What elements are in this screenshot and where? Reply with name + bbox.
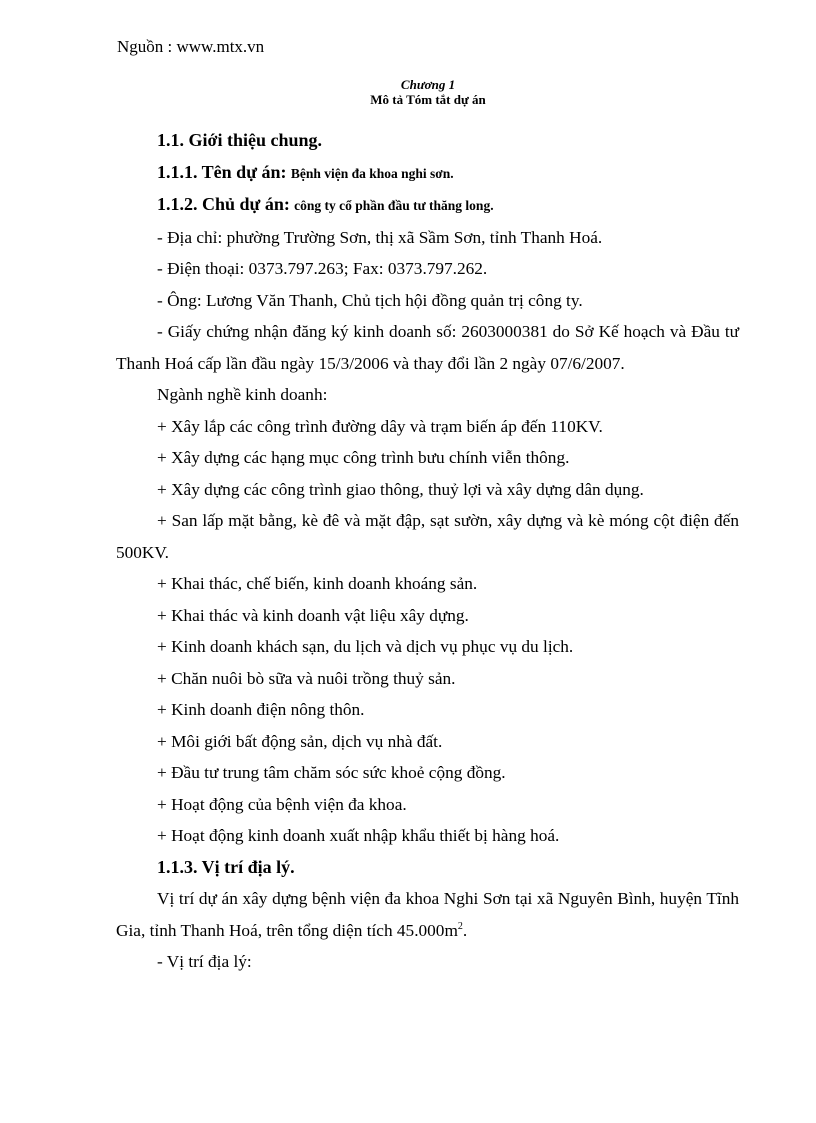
license-paragraph: - Giấy chứng nhận đăng ký kinh doanh số: 2603000381 do Sở Kế hoạch và Đầu tư Thanh Hoá cấp lần đầu ngày 15/3/2006 và thay đổi lần 2 ngày 07/6/2007. <box>116 322 739 373</box>
business-item: + Xây dựng các công trình giao thông, thuỷ lợi và xây dựng dân dụng. <box>157 479 644 499</box>
business-heading: Ngành nghề kinh doanh: <box>157 385 328 404</box>
business-item: + Hoạt động kinh doanh xuất nhập khẩu thiết bị hàng hoá. <box>157 826 560 845</box>
location-text: Vị trí dự án xây dựng bệnh viện đa khoa Nghi Sơn tại xã Nguyên Bình, huyện Tĩnh Gia, tỉnh Thanh Hoá, trên tổng diện tích 45.000m <box>116 889 739 940</box>
address-line: - Địa chỉ: phường Trường Sơn, thị xã Sầm Sơn, tỉnh Thanh Hoá. <box>157 227 603 247</box>
business-item: + Đầu tư trung tâm chăm sóc sức khoẻ cộng đồng. <box>157 763 506 782</box>
business-item: + Khai thác, chế biến, kinh doanh khoáng sản. <box>157 574 478 593</box>
document-body <box>116 125 739 978</box>
area-superscript: 2 <box>457 920 463 932</box>
location-paragraph <box>116 883 739 946</box>
business-item: + Xây dựng các hạng mục công trình bưu chính viễn thông. <box>157 448 570 467</box>
chapter-title: Mô tả Tóm tắt dự án <box>370 92 486 107</box>
business-item: + Xây lắp các công trình đường dây và trạm biến áp đến 110KV. <box>157 416 603 436</box>
business-item: + Môi giới bất động sản, dịch vụ nhà đất. <box>157 731 443 751</box>
section-heading-intro: 1.1. Giới thiệu chung. <box>157 130 322 150</box>
business-item: + San lấp mặt bằng, kè đê và mặt đập, sạt sườn, xây dựng và kè móng cột điện đến 500KV. <box>116 511 739 562</box>
owner-value: công ty cổ phần đầu tư thăng long. <box>294 198 494 213</box>
business-item: + Kinh doanh điện nông thôn. <box>157 700 365 719</box>
business-item: + Hoạt động của bệnh viện đa khoa. <box>157 794 407 814</box>
project-name-value: Bệnh viện đa khoa nghi sơn. <box>290 165 454 181</box>
representative-line: - Ông: Lương Văn Thanh, Chủ tịch hội đồng quản trị công ty. <box>157 290 583 310</box>
location-end: . <box>462 920 468 940</box>
business-item: + Kinh doanh khách sạn, du lịch và dịch vụ phục vụ du lịch. <box>157 637 574 656</box>
section-heading-location: 1.1.3. Vị trí địa lý. <box>157 856 295 877</box>
phone-line: - Điện thoại: 0373.797.263; Fax: 0373.797.262. <box>157 259 488 278</box>
business-item: + Khai thác và kinh doanh vật liệu xây dựng. <box>157 605 469 625</box>
owner-line <box>116 189 739 222</box>
location-sub-line: - Vị trí địa lý: <box>157 952 252 971</box>
business-item: + Chăn nuôi bò sữa và nuôi trồng thuỷ sản. <box>157 668 456 688</box>
project-name-label: 1.1.1. Tên dự án: <box>157 161 287 182</box>
project-name-line <box>116 157 739 190</box>
owner-label: 1.1.2. Chủ dự án: <box>157 194 290 214</box>
source-header: Nguồn : www.mtx.vn <box>117 37 265 56</box>
chapter-number: Chương 1 <box>400 77 456 92</box>
